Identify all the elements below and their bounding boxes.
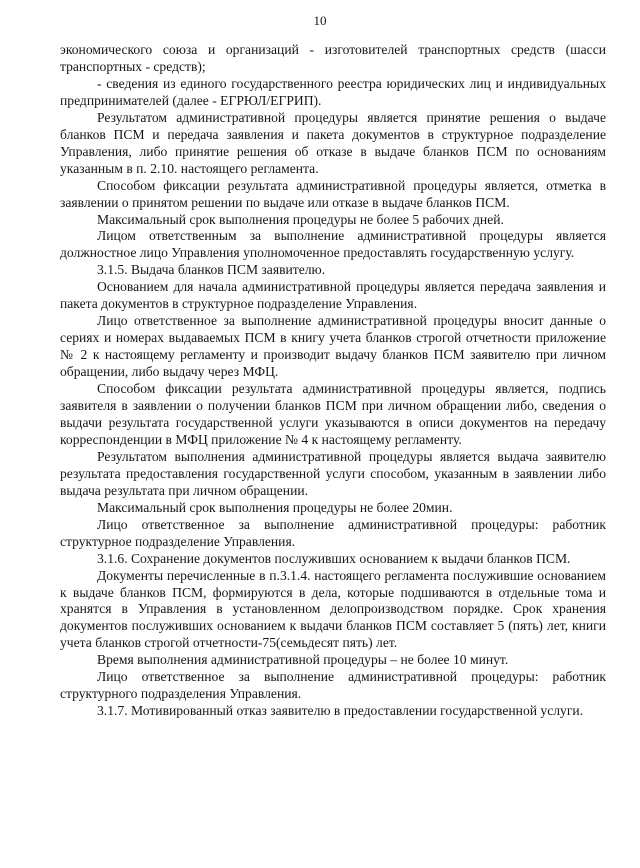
paragraph-responsible-worker: Лицо ответственное за выполнение административной процедуры: работник структурное подразделение Управления. bbox=[60, 516, 606, 549]
document-body bbox=[60, 42, 606, 720]
paragraph-responsible-worker-2: Лицо ответственное за выполнение административной процедуры: работник структурного подразделения Управления. bbox=[60, 669, 606, 702]
section-heading-3-1-6: 3.1.6. Сохранение документов послуживших основанием к выдачи бланков ПСМ. bbox=[97, 550, 571, 566]
paragraph-signature-fixation: Способом фиксации результата административной процедуры является, подпись заявителя в заявлении о получении бланков ПСМ при личном обращении либо, сведения о выдачи результата государственной услуги указываются в описи документов на передачу корреспонденции в МФЦ приложение № 4 к настоящему регламенту. bbox=[60, 381, 606, 447]
paragraph-max-term-20min: Максимальный срок выполнения процедуры не более 20мин. bbox=[97, 499, 453, 515]
paragraph-fixation-method: Способом фиксации результата административной процедуры является, отметка в заявлении о принятом решении по выдаче или отказе в выдаче бланков ПСМ. bbox=[60, 177, 606, 210]
paragraph-max-term: Максимальный срок выполнения процедуры не более 5 рабочих дней. bbox=[97, 211, 504, 227]
page-number: 10 bbox=[313, 13, 327, 28]
paragraph-result-issue: Результатом выполнения административной процедуры является выдача заявителю результата предоставления государственной услуги способом, указанным в заявлении либо выдача результата при личном обращении. bbox=[60, 448, 606, 498]
paragraph-document-storage: Документы перечисленные в п.3.1.4. настоящего регламента послужившие основанием к выдаче бланков ПСМ, формируются в дела, которые подшиваются в отдельные тома и хранятся в Управления в установленном делопроизводством порядке. Срок хранения документов послуживших основанием к выдачи бланков ПСМ составляет 5 (пять) лет, книги учета бланков строгой отчетности-75(семьдесят пять) лет. bbox=[60, 567, 606, 651]
paragraph-egrul-item: - сведения из единого государственного реестра юридических лиц и индивидуальных предпринимателей (далее - ЕГРЮЛ/ЕГРИП). bbox=[60, 75, 606, 108]
paragraph-continuation: экономического союза и организаций - изготовителей транспортных средств (шасси транспортных - средств); bbox=[60, 42, 606, 74]
section-heading-3-1-7: 3.1.7. Мотивированный отказ заявителю в предоставлении государственной услуги. bbox=[97, 703, 584, 719]
paragraph-result-decision: Результатом административной процедуры является принятие решения о выдаче бланков ПСМ и передача заявления и пакета документов в структурное подразделение Управления, либо принятие решения об отказе в выдаче бланков ПСМ по основаниям указанным в п. 2.10. настоящего регламента. bbox=[60, 109, 606, 176]
paragraph-time-10min: Время выполнения административной процедуры – не более 10 минут. bbox=[97, 652, 509, 668]
section-heading-3-1-5: 3.1.5. Выдача бланков ПСМ заявителю. bbox=[97, 262, 326, 278]
paragraph-responsible-official: Лицом ответственным за выполнение административной процедуры является должностное лицо Управления уполномоченное предоставлять государственную услугу. bbox=[60, 228, 606, 261]
paragraph-register-entry: Лицо ответственное за выполнение административной процедуры вносит данные о сериях и номерах выдаваемых ПСМ в книгу учета бланков строгой отчетности приложение № 2 к настоящему регламенту и производит выдачу бланков ПСМ заявителю при личном обращении, либо выдачу через МФЦ. bbox=[60, 313, 606, 380]
paragraph-basis: Основанием для начала административной процедуры является передача заявления и пакета документов в структурное подразделение Управления. bbox=[60, 279, 606, 312]
